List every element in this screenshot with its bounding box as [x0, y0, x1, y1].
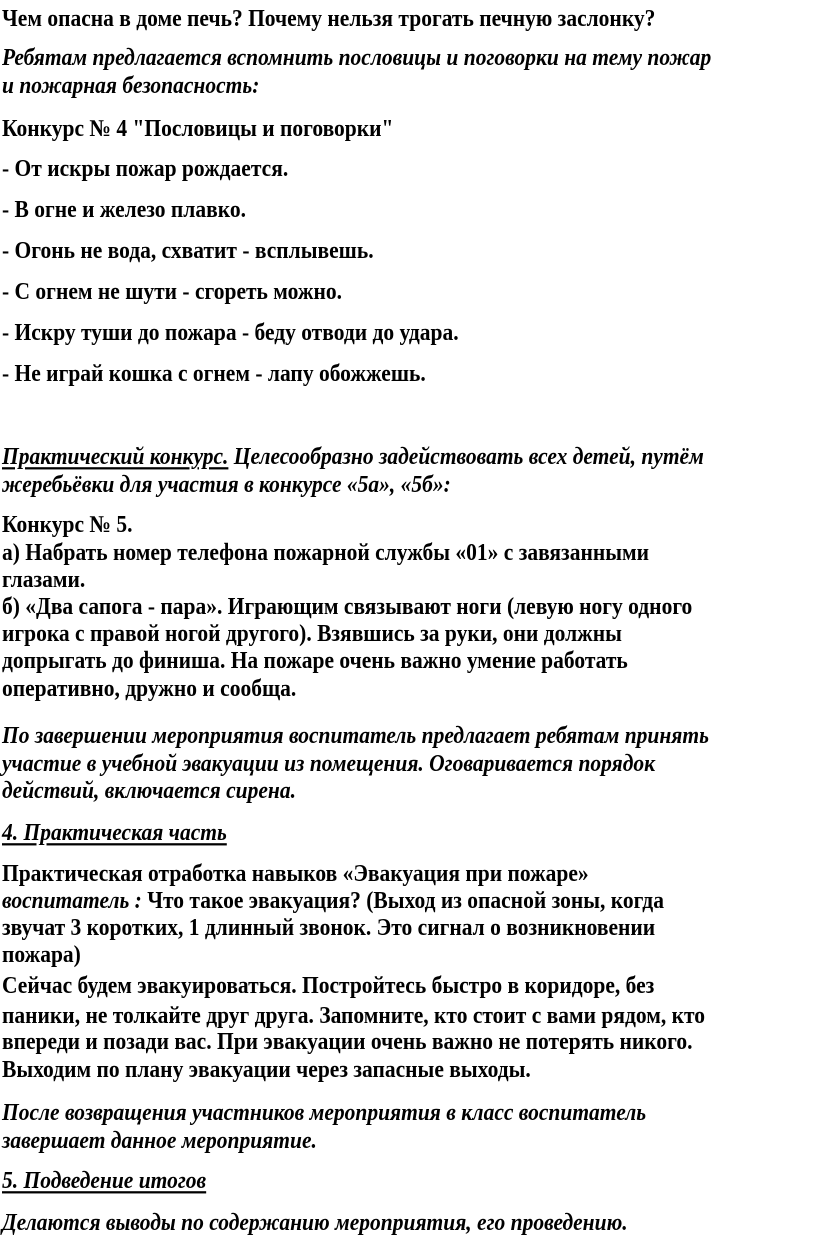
practical-contest-label: Практический конкурс.	[2, 442, 229, 470]
closing-note-line: После возвращения участников мероприятия в класс воспитатель	[2, 1098, 647, 1126]
proverbs-intro-line: Ребятам предлагается вспомнить пословицы и поговорки на тему пожар	[2, 43, 712, 71]
section4-line: пожара)	[2, 940, 81, 968]
section4-line	[2, 885, 664, 914]
contest4-title: Конкурс № 4 "Пословицы и поговорки"	[2, 114, 394, 142]
contest5-line: игрока с правой ногой другого). Взявшись за руки, они должны	[2, 619, 622, 647]
contest5-title: Конкурс № 5.	[2, 510, 133, 538]
section4-title	[2, 817, 227, 846]
section4-text: Что такое эвакуация? (Выход из опасной зоны, когда	[141, 886, 664, 914]
closing-note-line: завершает данное мероприятие.	[2, 1126, 317, 1154]
evacuation-note-line: участие в учебной эвакуации из помещения. Оговаривается порядок	[2, 749, 656, 777]
proverb-item: - С огнем не шути - сгореть можно.	[2, 277, 342, 305]
proverb-item: - В огне и железо плавко.	[2, 195, 246, 223]
intro-question: Чем опасна в доме печь? Почему нельзя трогать печную заслонку?	[2, 4, 656, 32]
contest5-line: б) «Два сапога - пара». Играющим связывают ноги (левую ногу одного	[2, 592, 693, 620]
section4-line: Выходим по плану эвакуации через запасные выходы.	[2, 1055, 531, 1083]
contest5-line: оперативно, дружно и сообща.	[2, 674, 297, 702]
section4-line: впереди и позади вас. При эвакуации очень важно не потерять никого.	[2, 1027, 693, 1055]
practical-contest-text: Целесообразно задействовать всех детей, путём	[228, 442, 704, 470]
proverbs-intro-line: и пожарная безопасность:	[2, 71, 260, 99]
practical-contest-line	[2, 441, 704, 470]
proverb-item: - Не играй кошка с огнем - лапу обожжешь.	[2, 359, 426, 387]
conclusion: Делаются выводы по содержанию мероприятия, его проведению.	[2, 1208, 628, 1236]
contest5-line: глазами.	[2, 565, 86, 593]
contest5-line: допрыгать до финиша. На пожаре очень важно умение работать	[2, 646, 628, 674]
practical-contest-line: жеребьёвки для участия в конкурсе «5а», «5б»:	[2, 470, 451, 498]
proverb-item: - Искру туши до пожара - беду отводи до удара.	[2, 318, 459, 346]
speaker-label: воспитатель :	[2, 886, 142, 914]
section4-line: Сейчас будем эвакуироваться. Постройтесь быстро в коридоре, без	[2, 971, 655, 999]
section4-title-text: 4. Практическая часть	[2, 818, 227, 846]
section5-title-text: 5. Подведение итогов	[2, 1166, 207, 1194]
evacuation-note-line: действий, включается сирена.	[2, 776, 296, 804]
section4-line: паники, не толкайте друг друга. Запомните, кто стоит с вами рядом, кто	[2, 1001, 706, 1029]
contest5-line: а) Набрать номер телефона пожарной службы «01» с завязанными	[2, 538, 650, 566]
proverb-item: - Огонь не вода, схватит - всплывешь.	[2, 236, 374, 264]
section4-line: Практическая отработка навыков «Эвакуация при пожаре»	[2, 859, 589, 887]
section4-line: звучат 3 коротких, 1 длинный звонок. Это сигнал о возникновении	[2, 913, 656, 941]
evacuation-note-line: По завершении мероприятия воспитатель предлагает ребятам принять	[2, 721, 709, 749]
proverb-item: - От искры пожар рождается.	[2, 154, 289, 182]
section5-title	[2, 1165, 206, 1194]
